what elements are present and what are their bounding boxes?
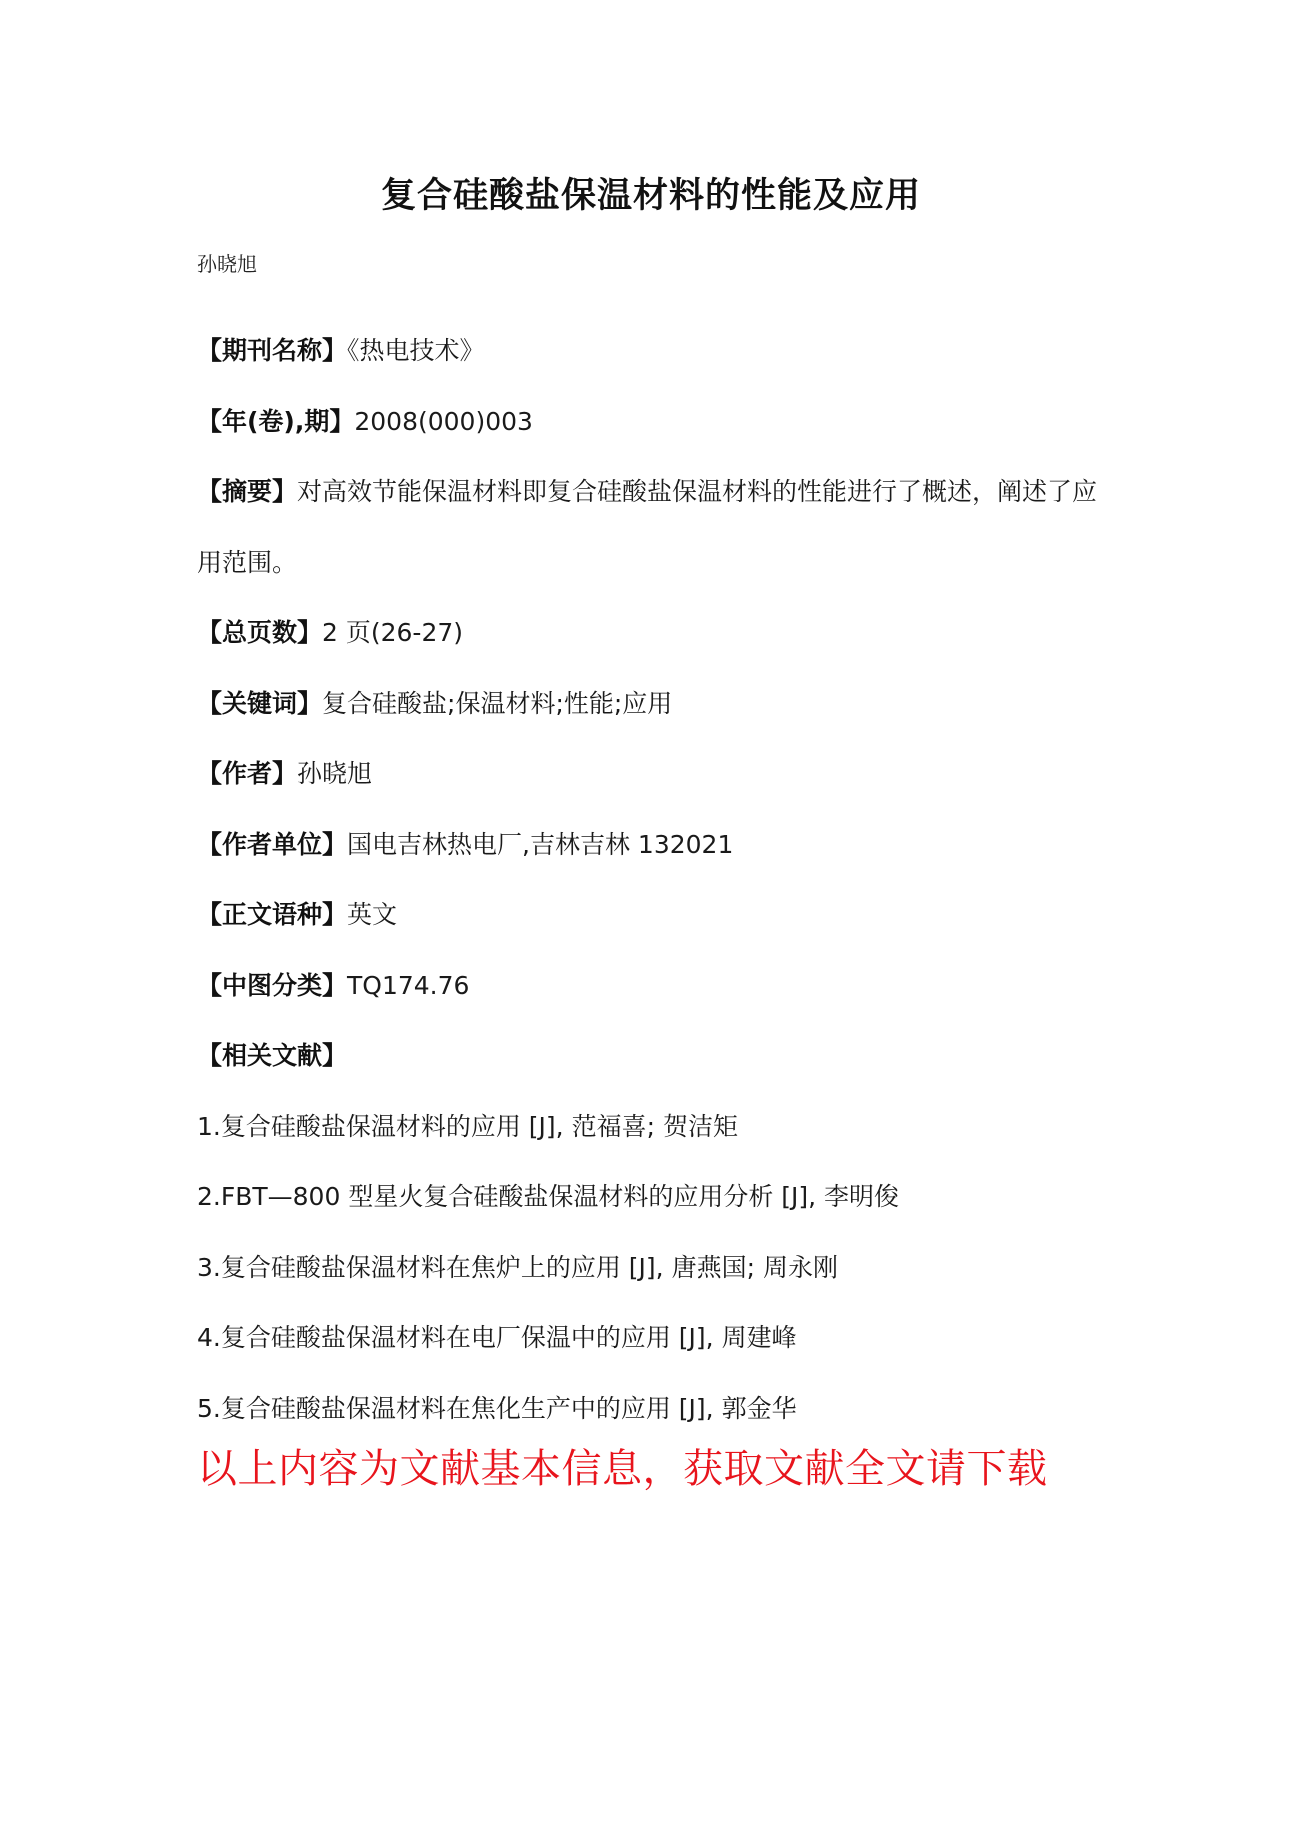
download-notice: 以上内容为文献基本信息，获取文献全文请下载: [197, 1446, 1048, 1492]
field-related: [197, 1021, 1117, 1092]
field-authors-value: 孙晓旭: [297, 759, 373, 788]
field-journal-label: 【期刊名称】: [197, 336, 348, 365]
reference-item: 5.复合硅酸盐保温材料在焦化生产中的应用 [J], 郭金华: [197, 1393, 797, 1423]
field-keywords-label: 【关键词】: [197, 688, 323, 718]
reference-item: 1.复合硅酸盐保温材料的应用 [J], 范福喜; 贺洁矩: [197, 1111, 738, 1141]
field-journal: [197, 316, 1117, 387]
field-keywords: [197, 669, 1117, 740]
field-language: [197, 880, 1117, 951]
reference-item: 2.FBT—800 型星火复合硅酸盐保温材料的应用分析 [J], 李明俊: [197, 1182, 900, 1211]
field-classification: [197, 951, 1117, 1022]
field-pages: [197, 598, 1117, 669]
field-keywords-value: 复合硅酸盐;保温材料;性能;应用: [322, 688, 673, 718]
field-year-issue: [197, 387, 1117, 458]
field-year-issue-value: 2008(000)003: [354, 406, 533, 436]
reference-item: 3.复合硅酸盐保温材料在焦炉上的应用 [J], 唐燕国; 周永刚: [197, 1252, 838, 1282]
field-language-value: 英文: [347, 900, 398, 929]
document-title: 复合硅酸盐保温材料的性能及应用: [380, 176, 921, 216]
field-language-label: 【正文语种】: [197, 900, 348, 929]
field-pages-label: 【总页数】: [197, 618, 323, 647]
field-classification-value: TQ174.76: [347, 970, 470, 1000]
field-affiliation-label: 【作者单位】: [197, 829, 348, 859]
field-abstract-value: 对高效节能保温材料即复合硅酸盐保温材料的性能进行了概述，阐述了应用范围。: [197, 477, 1098, 577]
author-line: 孙晓旭: [197, 252, 257, 276]
field-authors: [197, 739, 1117, 810]
field-year-issue-label: 【年(卷),期】: [197, 406, 355, 436]
related-references-list: [197, 1092, 1117, 1445]
metadata-fields: [197, 316, 1117, 1444]
field-related-label: 【相关文献】: [197, 1041, 348, 1070]
reference-item: 4.复合硅酸盐保温材料在电厂保温中的应用 [J], 周建峰: [197, 1323, 797, 1352]
field-abstract: [197, 457, 1117, 598]
field-journal-value: 《热电技术》: [347, 336, 485, 365]
field-classification-label: 【中图分类】: [197, 970, 348, 1000]
field-affiliation: [197, 810, 1117, 881]
field-affiliation-value: 国电吉林热电厂,吉林吉林 132021: [347, 829, 734, 859]
field-abstract-label: 【摘要】: [197, 477, 298, 506]
field-authors-label: 【作者】: [197, 759, 298, 788]
field-pages-value: 2 页(26-27): [322, 618, 464, 647]
